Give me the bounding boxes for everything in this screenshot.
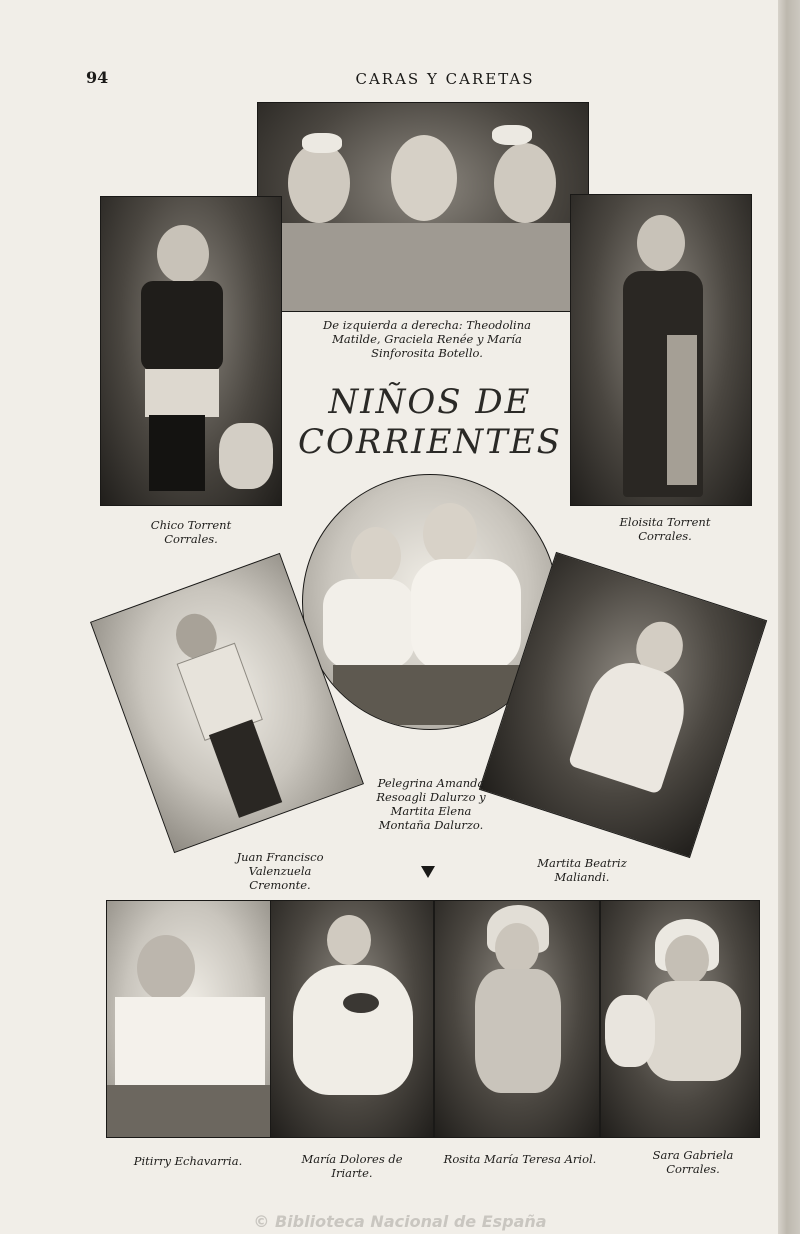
hair-bow: [302, 133, 342, 153]
photo-eloisita-torrent: [570, 194, 752, 506]
article-title: [290, 382, 570, 462]
child-figure: [145, 369, 219, 417]
child-face: [157, 225, 209, 283]
photo-rosita-maria: [434, 900, 600, 1138]
child-face: [495, 923, 539, 973]
doll: [605, 995, 655, 1067]
photo-maria-dolores: [270, 900, 434, 1138]
child-face: [327, 915, 371, 965]
child-face: [391, 135, 457, 221]
child-figure: [209, 719, 282, 817]
child-face: [288, 143, 350, 223]
caption-top-group: De izquierda a derecha: Theodolina Matilde, Graciela Renée y María Sinforosita Botello.: [323, 318, 531, 360]
child-figure: [323, 579, 415, 669]
title-line-1: NIÑOS DE: [328, 382, 532, 422]
child-figure: [568, 653, 696, 795]
title-line-2: CORRIENTES: [298, 422, 562, 462]
photo-pitirry: [106, 900, 272, 1138]
wicker-chair: [107, 1085, 271, 1137]
library-credit: © Biblioteca Nacional de España: [253, 1212, 547, 1231]
caption-pitirry: Pitirry Echavarria.: [133, 1154, 243, 1168]
hair-bow: [492, 125, 532, 145]
child-face: [637, 215, 685, 271]
child-figure: [475, 969, 561, 1093]
caption-chico-torrent: Chico Torrent Corrales.: [150, 518, 232, 546]
caption-maria-dolores: María Dolores de Iriarte.: [301, 1152, 403, 1180]
child-figure: [667, 335, 697, 485]
child-figure: [411, 559, 521, 671]
caption-rosita-maria: Rosita María Teresa Ariol.: [443, 1152, 597, 1166]
page-number: 94: [86, 68, 109, 87]
child-face: [137, 935, 195, 1001]
guitar: [343, 993, 379, 1013]
child-face: [494, 143, 556, 223]
photo-chico-torrent: [100, 196, 282, 506]
child-figure: [141, 281, 223, 371]
toy-dog: [219, 423, 273, 489]
caption-eloisita-torrent: Eloisita Torrent Corrales.: [619, 515, 711, 543]
child-face: [665, 935, 709, 985]
child-face: [351, 527, 401, 585]
caption-martita-beatriz: Martita Beatriz Maliandi.: [537, 856, 627, 884]
pointer-triangle-icon: [421, 866, 435, 878]
child-figure: [293, 965, 413, 1095]
child-figure: [115, 997, 265, 1089]
child-face: [423, 503, 477, 565]
photo-top-group: [257, 102, 589, 312]
masthead: CARAS Y CARETAS: [355, 70, 535, 88]
page-edge: [778, 0, 800, 1234]
child-figure: [645, 981, 741, 1081]
child-figure: [258, 223, 588, 311]
caption-juan-francisco: Juan Francisco Valenzuela Cremonte.: [236, 850, 324, 892]
caption-sara-gabriela: Sara Gabriela Corrales.: [652, 1148, 734, 1176]
child-figure: [149, 415, 205, 491]
caption-pelegrina-martita: Pelegrina Amanda Resoagli Dalurzo y Martita Elena Montaña Dalurzo.: [376, 776, 486, 832]
photo-sara-gabriela: [600, 900, 760, 1138]
